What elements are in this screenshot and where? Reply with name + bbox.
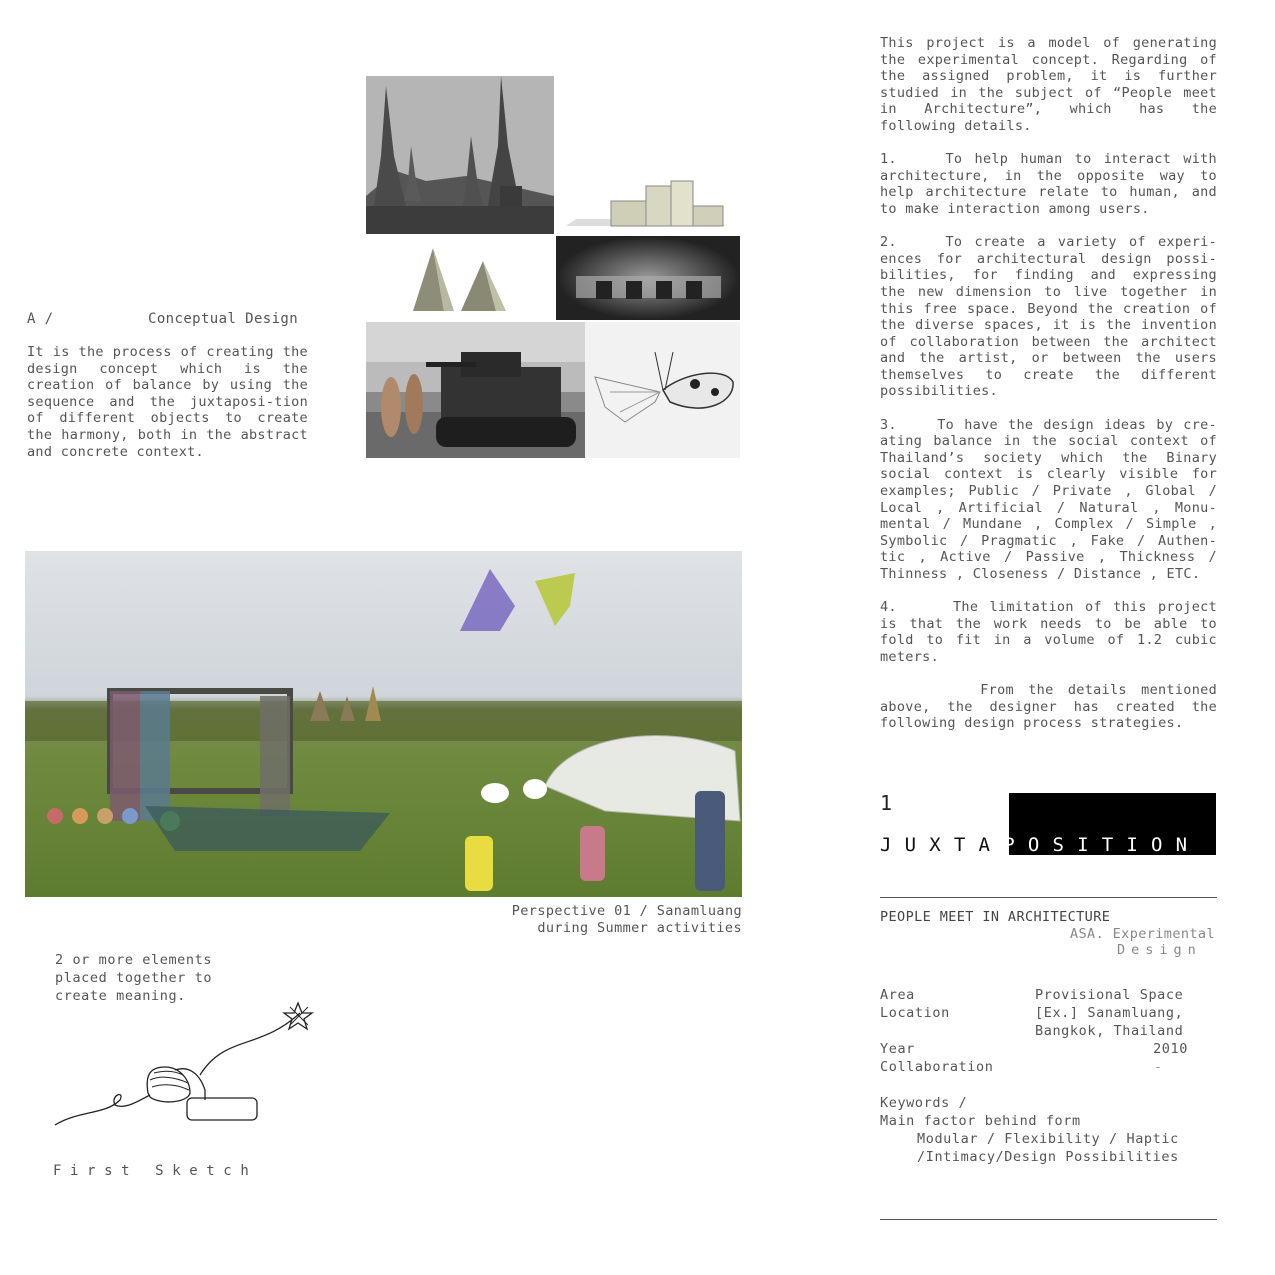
project-subtitle-2: Design xyxy=(1117,942,1202,958)
keywords-label: Keywords / xyxy=(880,1095,968,1111)
pyramid-render xyxy=(366,236,554,320)
first-sketch-drawing xyxy=(50,995,320,1135)
lit-model-photo xyxy=(556,236,740,320)
keywords-subtitle: Main factor behind form xyxy=(880,1113,1081,1129)
temple-photo xyxy=(366,76,554,234)
juxtaposition-word-a: JUXTA xyxy=(880,834,1004,856)
keywords-line-1: Modular / Flexibility / Haptic xyxy=(917,1131,1179,1147)
divider-bottom xyxy=(880,1219,1217,1220)
section-title: Conceptual Design xyxy=(148,311,299,327)
intro-item-2: 2. To create a variety of experi-ences for architectural design possi-bilities, for finding and expressing the new dimension to live together in this free space. Beyond the creation of the diverse spaces, it is the invention of collaboration between the architect and the artist, or between the users themselves to create the different possibilities. xyxy=(880,234,1226,400)
collaboration-label: Collaboration xyxy=(880,1059,994,1075)
section-label: A / xyxy=(27,311,54,327)
sketch-note-line-2: placed together to xyxy=(55,970,213,986)
strategy-number: 1 xyxy=(880,791,893,815)
sketch-note-line-1: 2 or more elements xyxy=(55,952,213,968)
location-value-1: [Ex.] Sanamluang, xyxy=(1035,1005,1184,1021)
intro-item-3: 3. To have the design ideas by cre-ating balance in the social context of Thailand’s society which the Binary social context is clearly visible for examples; Public / Private , Global / Local , Artificial / Natural , Monu-mental / Mundane , Complex / Simple , Symbolic / Pragmatic , Fake / Authen-tic , Active / Passive , Thickness / Thinness , Closeness / Distance , ETC. xyxy=(880,416,1226,582)
intro-conclusion: From the details mentioned above, the designer has created the following design process strategies. xyxy=(880,682,1226,732)
juxtaposition-title xyxy=(880,834,1217,856)
sketch-note-line-3: create meaning. xyxy=(55,988,186,1004)
keywords-line-2: /Intimacy/Design Possibilities xyxy=(917,1149,1179,1165)
location-value-2: Bangkok, Thailand xyxy=(1035,1023,1184,1039)
section-heading xyxy=(27,311,308,328)
collaboration-value: - xyxy=(1154,1059,1163,1075)
juxtaposition-word-b: POSITION xyxy=(1003,834,1201,856)
project-name: PEOPLE MEET IN ARCHITECTURE xyxy=(880,909,1111,925)
area-label: Area xyxy=(880,987,915,1003)
butterfly-photo xyxy=(585,322,740,458)
block-model-render xyxy=(556,76,740,234)
intro-text xyxy=(880,35,1226,749)
caption-line-2: during Summer activities xyxy=(537,919,742,936)
year-value: 2010 xyxy=(1153,1041,1188,1057)
divider-top xyxy=(880,897,1217,898)
intro-item-4: 4. The limitation of this project is that the work needs to be able to fold to fit in a volume of 1.2 cubic meters. xyxy=(880,599,1226,665)
project-subtitle-1: ASA. Experimental xyxy=(1070,926,1215,942)
intro-paragraph: This project is a model of generating the experimental concept. Regarding of the assigned problem, it is further studied in the subject of “People meet in Architecture”, which has the following details. xyxy=(880,35,1217,134)
year-label: Year xyxy=(880,1041,915,1057)
section-body: It is the process of creating the design concept which is the creation of balance by using the sequence and the juxtaposi-tion of different objects to create the harmony, both in the abstract and concrete context. xyxy=(27,344,308,460)
intro-item-1: 1. To help human to interact with architecture, in the opposite way to help architecture relate to human, and to make interaction among users. xyxy=(880,151,1226,217)
project-details xyxy=(880,986,1190,1166)
location-label: Location xyxy=(880,1005,950,1021)
perspective-photo xyxy=(25,551,742,897)
caption-line-1: Perspective 01 / Sanamluang xyxy=(511,903,742,919)
photo-caption xyxy=(420,903,742,936)
tank-monks-photo xyxy=(366,322,585,458)
first-sketch-label: First Sketch xyxy=(53,1163,258,1179)
area-value: Provisional Space xyxy=(1035,987,1184,1003)
